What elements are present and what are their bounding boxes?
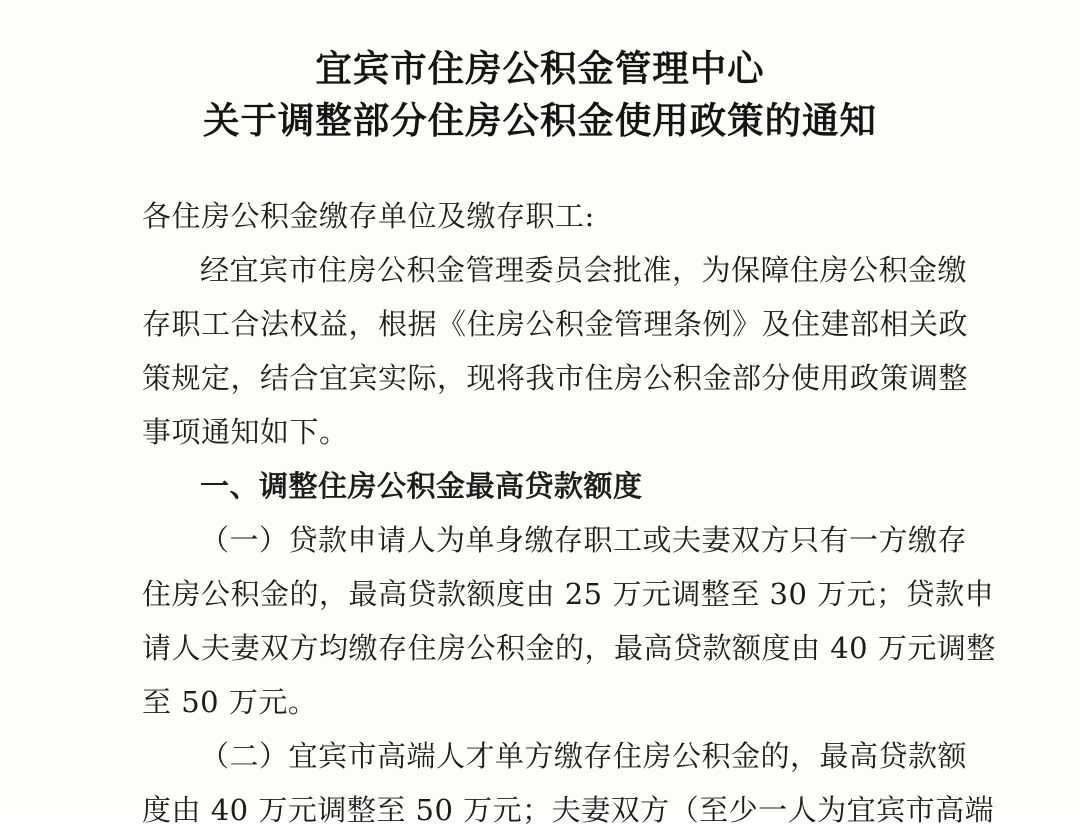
body-line: （二）宜宾市高端人才单方缴存住房公积金的，最高贷款额 <box>200 739 968 773</box>
body-line: 至 50 万元。 <box>142 685 318 719</box>
body-line: 存职工合法权益，根据《住房公积金管理条例》及住建部相关政 <box>142 307 969 341</box>
body-line: 住房公积金的，最高贷款额度由 25 万元调整至 30 万元；贷款申 <box>142 577 995 611</box>
document-title-line-2: 关于调整部分住房公积金使用政策的通知 <box>203 99 877 142</box>
document-title-line-1: 宜宾市住房公积金管理中心 <box>315 47 765 90</box>
body-line: 事项通知如下。 <box>142 415 349 449</box>
salutation: 各住房公积金缴存单位及缴存职工: <box>142 199 595 233</box>
section-heading: 一、调整住房公积金最高贷款额度 <box>200 469 643 503</box>
body-line: （一）贷款申请人为单身缴存职工或夫妻双方只有一方缴存 <box>200 523 968 557</box>
body-line: 经宜宾市住房公积金管理委员会批准，为保障住房公积金缴 <box>200 253 968 287</box>
body-line: 请人夫妻双方均缴存住房公积金的，最高贷款额度由 40 万元调整 <box>142 631 996 665</box>
body-line: 度由 40 万元调整至 50 万元；夫妻双方（至少一人为宜宾市高端 <box>142 793 995 827</box>
body-line: 策规定，结合宜宾实际，现将我市住房公积金部分使用政策调整 <box>142 361 969 395</box>
